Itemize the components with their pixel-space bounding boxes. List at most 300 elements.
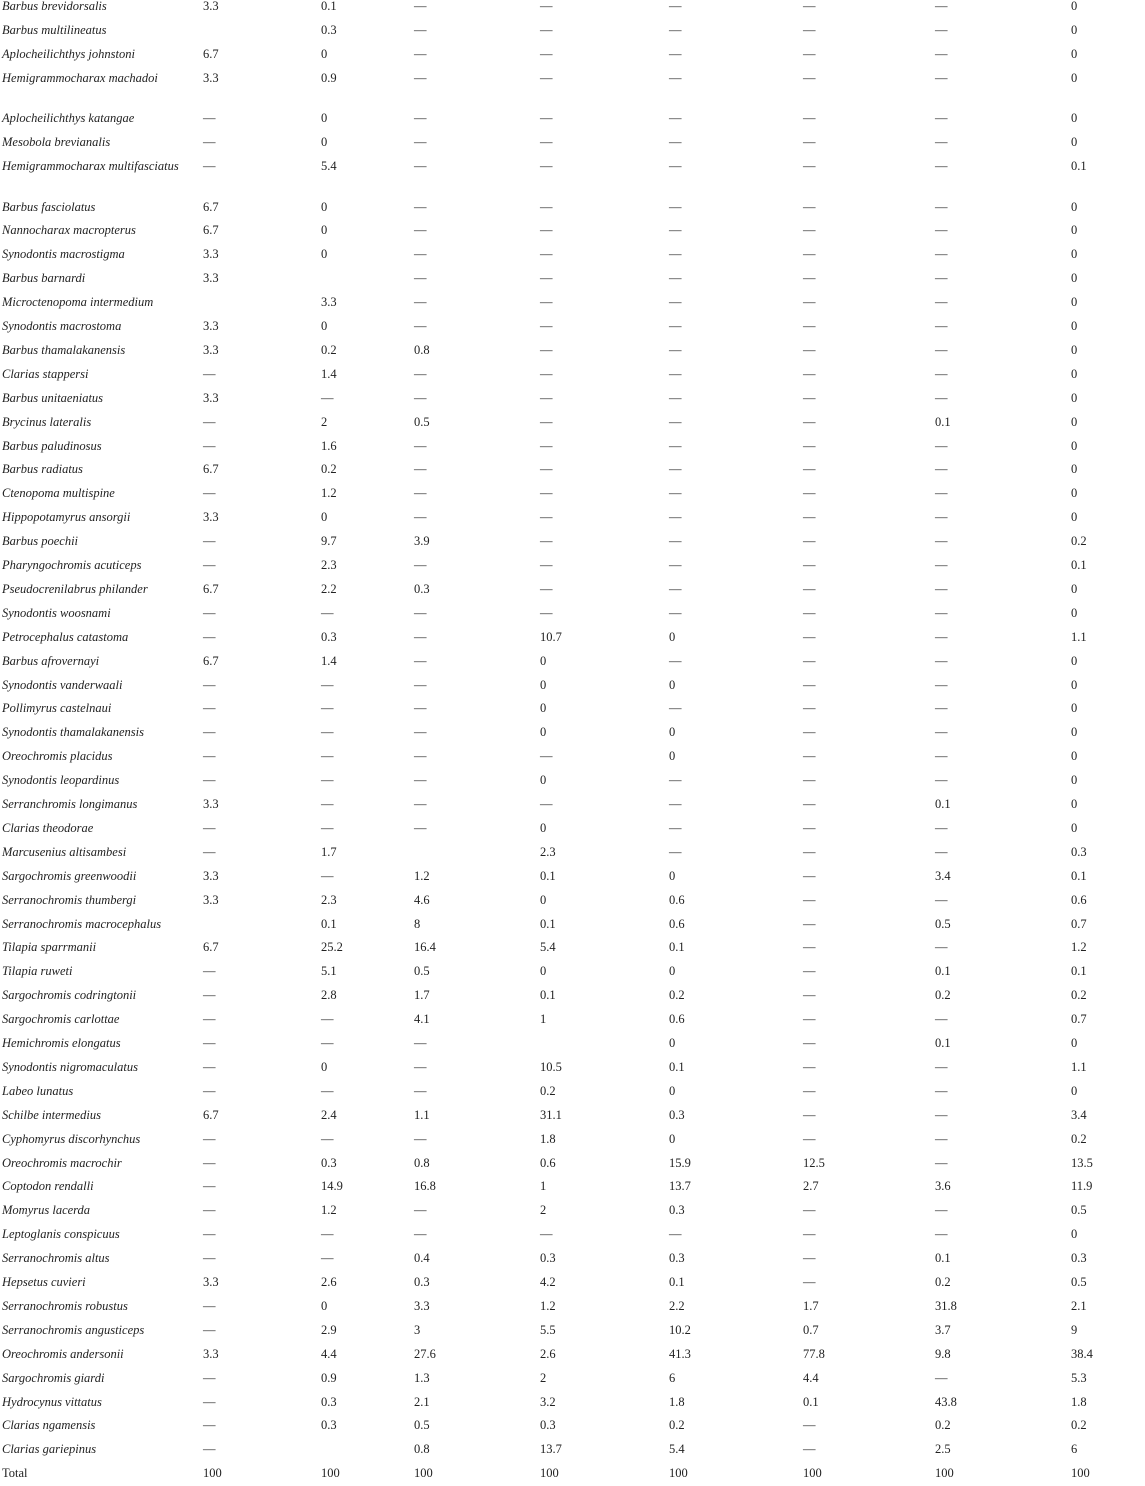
value-cell: — — [414, 605, 427, 620]
value-cell: — — [321, 773, 334, 788]
value-cell: 0.2 — [935, 1418, 951, 1433]
value-cell: 0.3 — [321, 1155, 337, 1170]
value-cell: 3.9 — [414, 534, 430, 549]
value-cell: — — [803, 135, 816, 150]
species-name: Sargochromis codringtonii — [2, 988, 137, 1003]
species-name: Aplocheilichthys johnstoni — [2, 46, 135, 61]
value-cell: 0 — [1071, 1083, 1078, 1098]
value-cell: — — [669, 46, 682, 61]
value-cell: — — [540, 223, 553, 238]
value-cell: 0.2 — [321, 342, 337, 357]
value-cell: 0 — [1071, 438, 1078, 453]
value-cell: — — [203, 988, 216, 1003]
value-cell: — — [203, 725, 216, 740]
total-value-cell: 100 — [1071, 1466, 1090, 1481]
species-name: Hemichromis elongatus — [2, 1036, 121, 1050]
value-cell: — — [203, 558, 216, 572]
value-cell: — — [803, 797, 816, 811]
value-cell: 0.3 — [540, 1418, 556, 1433]
value-cell: 2.3 — [540, 844, 556, 859]
species-name: Tilapia ruweti — [2, 964, 73, 979]
value-cell: — — [803, 605, 816, 620]
value-cell: — — [669, 701, 682, 716]
value-cell: — — [803, 534, 816, 549]
value-cell: — — [203, 534, 216, 549]
value-cell: 2.2 — [669, 1298, 685, 1313]
value-cell: — — [803, 462, 816, 477]
value-cell: — — [669, 159, 682, 173]
value-cell: 0 — [1071, 677, 1078, 692]
value-cell: 3.4 — [935, 868, 951, 883]
value-cell: 1.2 — [1071, 940, 1087, 955]
species-name: Hydrocynus vittatus — [2, 1394, 102, 1409]
value-cell: 0.2 — [540, 1083, 556, 1098]
value-cell: — — [669, 1227, 682, 1242]
value-cell: 0 — [1071, 247, 1078, 262]
value-cell: 9.7 — [321, 534, 337, 549]
value-cell: — — [669, 558, 682, 572]
value-cell: — — [414, 1036, 427, 1050]
value-cell: 3 — [414, 1322, 421, 1337]
value-cell: — — [803, 844, 816, 859]
value-cell: — — [203, 1394, 216, 1409]
value-cell: — — [669, 135, 682, 150]
value-cell: — — [414, 510, 427, 525]
value-cell: — — [803, 1227, 816, 1242]
value-cell: 1.6 — [321, 438, 337, 453]
value-cell: 0 — [1071, 749, 1078, 764]
value-cell: 3.6 — [935, 1179, 951, 1194]
value-cell: — — [540, 70, 553, 85]
value-cell: — — [803, 1036, 816, 1050]
value-cell: 2.6 — [540, 1346, 556, 1361]
value-cell: — — [540, 605, 553, 620]
value-cell: — — [540, 159, 553, 173]
value-cell: 2.9 — [321, 1322, 337, 1337]
value-cell: 0 — [1071, 22, 1078, 37]
value-cell: — — [321, 677, 334, 692]
value-cell: — — [321, 1227, 334, 1242]
value-cell: — — [935, 111, 948, 126]
value-cell: — — [935, 653, 948, 668]
value-cell: 2.8 — [321, 988, 337, 1003]
species-name: Pseudocrenilabrus philander — [2, 581, 148, 596]
value-cell: 3.3 — [203, 342, 219, 357]
value-cell: — — [803, 1012, 816, 1027]
value-cell: 3.2 — [540, 1394, 556, 1409]
value-cell: — — [803, 366, 816, 381]
value-cell: — — [803, 1059, 816, 1074]
value-cell: — — [935, 1155, 948, 1170]
value-cell: — — [414, 1227, 427, 1242]
value-cell: — — [540, 135, 553, 150]
value-cell: 8 — [414, 916, 421, 931]
value-cell: 0.7 — [1071, 1012, 1087, 1027]
value-cell: — — [669, 414, 682, 429]
total-value-cell: 100 — [203, 1466, 222, 1481]
value-cell: — — [540, 438, 553, 453]
value-cell: — — [935, 725, 948, 740]
total-value-cell: 100 — [669, 1466, 688, 1481]
value-cell: — — [414, 271, 427, 286]
value-cell: 5.3 — [1071, 1370, 1087, 1385]
value-cell: — — [321, 390, 334, 405]
value-cell: — — [414, 438, 427, 453]
value-cell: — — [935, 1370, 948, 1385]
value-cell: 0.4 — [414, 1251, 430, 1266]
value-cell: — — [935, 581, 948, 596]
value-cell: — — [540, 0, 553, 13]
value-cell: 0 — [321, 135, 328, 150]
value-cell: 25.2 — [321, 940, 343, 955]
value-cell: — — [540, 749, 553, 764]
species-name: Synodontis thamalakanensis — [2, 725, 145, 740]
value-cell: 0 — [669, 1131, 676, 1146]
value-cell: 0 — [1071, 1227, 1078, 1242]
value-cell: — — [203, 964, 216, 979]
value-cell: — — [203, 605, 216, 620]
species-name: Clarias theodorae — [2, 820, 94, 835]
value-cell: 1.8 — [1071, 1394, 1087, 1409]
species-name: Serranochromis thumbergi — [2, 892, 137, 907]
value-cell: 1.8 — [669, 1394, 685, 1409]
value-cell: 1.1 — [1071, 1059, 1087, 1074]
value-cell: — — [321, 605, 334, 620]
value-cell: — — [414, 22, 427, 37]
species-name: Hemigrammocharax machadoi — [2, 70, 158, 85]
species-name: Leptoglanis conspicuus — [2, 1227, 120, 1242]
species-name: Serranochromis angusticeps — [2, 1322, 145, 1337]
value-cell: 0 — [540, 677, 547, 692]
value-cell: — — [935, 940, 948, 955]
value-cell: — — [935, 534, 948, 549]
species-name: Sargochromis giardi — [2, 1370, 105, 1385]
value-cell: — — [540, 534, 553, 549]
value-cell: — — [203, 135, 216, 150]
value-cell: — — [935, 820, 948, 835]
value-cell: — — [321, 797, 334, 811]
value-cell: — — [540, 342, 553, 357]
value-cell: 0.7 — [803, 1322, 819, 1337]
value-cell: — — [669, 111, 682, 126]
value-cell: — — [414, 366, 427, 381]
value-cell: — — [803, 629, 816, 644]
value-cell: — — [414, 486, 427, 501]
value-cell: 0.1 — [669, 940, 685, 955]
value-cell: — — [803, 701, 816, 716]
total-value-cell: 100 — [414, 1466, 433, 1481]
value-cell: 3.3 — [203, 892, 219, 907]
value-cell: — — [414, 111, 427, 126]
value-cell: — — [935, 199, 948, 214]
value-cell: 0 — [1071, 773, 1078, 788]
value-cell: — — [803, 1107, 816, 1122]
value-cell: — — [803, 342, 816, 357]
total-value-cell: 100 — [321, 1466, 340, 1481]
species-name: Schilbe intermedius — [2, 1107, 101, 1122]
value-cell: — — [935, 1012, 948, 1027]
value-cell: 0 — [1071, 199, 1078, 214]
species-name: Hemigrammocharax multifasciatus — [2, 159, 179, 173]
value-cell: 2.3 — [321, 558, 337, 572]
value-cell: — — [803, 916, 816, 931]
value-cell: — — [203, 820, 216, 835]
value-cell: 0.3 — [414, 581, 430, 596]
value-cell: — — [203, 1418, 216, 1433]
species-name: Marcusenius altisambesi — [2, 844, 127, 859]
value-cell: 0.2 — [321, 462, 337, 477]
value-cell: — — [321, 1251, 334, 1266]
value-cell: 3.3 — [203, 70, 219, 85]
species-name: Mesobola brevianalis — [2, 135, 111, 150]
value-cell: 1 — [540, 1179, 547, 1194]
species-name: Tilapia sparrmanii — [2, 940, 97, 955]
value-cell: — — [803, 319, 816, 333]
value-cell: — — [669, 22, 682, 37]
value-cell: — — [803, 111, 816, 126]
value-cell: — — [414, 1131, 427, 1146]
value-cell: — — [540, 486, 553, 501]
value-cell: 0.7 — [1071, 916, 1087, 931]
value-cell: 0.5 — [935, 916, 951, 931]
value-cell: 4.6 — [414, 892, 430, 907]
value-cell: 0.3 — [1071, 844, 1087, 859]
value-cell: — — [669, 820, 682, 835]
value-cell: 5.4 — [321, 159, 337, 173]
value-cell: 0 — [1071, 486, 1078, 501]
value-cell: 0.6 — [669, 1012, 685, 1027]
value-cell: 0 — [321, 111, 328, 126]
value-cell: — — [935, 70, 948, 85]
value-cell: 5.1 — [321, 964, 337, 979]
value-cell: — — [203, 1131, 216, 1146]
value-cell: — — [203, 1155, 216, 1170]
value-cell: 3.3 — [203, 1346, 219, 1361]
value-cell: — — [803, 1131, 816, 1146]
value-cell: — — [803, 725, 816, 740]
value-cell: — — [540, 414, 553, 429]
value-cell: 0.2 — [1071, 988, 1087, 1003]
value-cell: 0.5 — [1071, 1203, 1087, 1218]
value-cell: 11.9 — [1071, 1179, 1093, 1194]
value-cell: 0 — [1071, 70, 1078, 85]
value-cell: 3.3 — [203, 510, 219, 525]
value-cell: 0 — [540, 701, 547, 716]
value-cell: — — [803, 940, 816, 955]
value-cell: 16.8 — [414, 1179, 436, 1194]
value-cell: 1.4 — [321, 653, 337, 668]
species-name: Serranochromis altus — [2, 1251, 110, 1266]
value-cell: 0.1 — [669, 1059, 685, 1074]
value-cell: 0.8 — [414, 1442, 430, 1457]
value-cell: — — [803, 820, 816, 835]
value-cell: — — [803, 1251, 816, 1266]
value-cell: 0.1 — [321, 916, 337, 931]
species-name: Aplocheilichthys katangae — [2, 111, 135, 126]
value-cell: 13.7 — [540, 1442, 562, 1457]
value-cell: — — [935, 558, 948, 572]
value-cell: — — [414, 0, 427, 13]
value-cell: — — [803, 1442, 816, 1457]
value-cell: 0 — [1071, 510, 1078, 525]
value-cell: — — [803, 1275, 816, 1289]
value-cell: — — [935, 605, 948, 620]
value-cell: 0.1 — [540, 916, 556, 931]
value-cell: — — [540, 510, 553, 525]
value-cell: — — [414, 749, 427, 764]
value-cell: 3.3 — [203, 271, 219, 286]
species-name: Microctenopoma intermedium — [2, 295, 154, 310]
value-cell: — — [935, 844, 948, 859]
value-cell: 5.4 — [669, 1442, 685, 1457]
value-cell: — — [935, 159, 948, 173]
species-name: Petrocephalus catastoma — [2, 629, 129, 644]
value-cell: 1.8 — [540, 1131, 556, 1146]
value-cell: 0 — [1071, 366, 1078, 381]
value-cell: 10.5 — [540, 1059, 562, 1074]
value-cell: 0.5 — [414, 1418, 430, 1433]
value-cell: 1.3 — [414, 1370, 430, 1385]
value-cell: 0.2 — [935, 988, 951, 1003]
value-cell: — — [203, 773, 216, 788]
value-cell: — — [540, 46, 553, 61]
value-cell: — — [203, 1059, 216, 1074]
value-cell: 12.5 — [803, 1155, 825, 1170]
species-name: Synodontis nigromaculatus — [2, 1059, 138, 1074]
value-cell: 0 — [540, 773, 547, 788]
value-cell: 0 — [1071, 319, 1078, 333]
value-cell: — — [803, 22, 816, 37]
value-cell: — — [414, 1083, 427, 1098]
value-cell: 0.3 — [540, 1251, 556, 1266]
value-cell: — — [414, 725, 427, 740]
value-cell: — — [669, 581, 682, 596]
value-cell: 16.4 — [414, 940, 436, 955]
value-cell: — — [803, 988, 816, 1003]
species-name: Barbus radiatus — [2, 462, 83, 477]
value-cell: — — [935, 629, 948, 644]
value-cell: 0 — [669, 629, 676, 644]
value-cell: — — [803, 199, 816, 214]
species-name: Barbus fasciolatus — [2, 199, 96, 214]
species-name: Pollimyrus castelnaui — [2, 701, 112, 716]
species-name: Barbus barnardi — [2, 271, 86, 286]
value-cell: 5.4 — [540, 940, 556, 955]
value-cell: 0.5 — [1071, 1275, 1087, 1289]
species-name: Oreochromis placidus — [2, 749, 113, 764]
value-cell: 6.7 — [203, 462, 219, 477]
value-cell: 3.4 — [1071, 1107, 1087, 1122]
value-cell: — — [414, 462, 427, 477]
value-cell: 0 — [1071, 462, 1078, 477]
value-cell: — — [203, 1442, 216, 1457]
value-cell: 0.5 — [414, 414, 430, 429]
total-value-cell: 100 — [540, 1466, 559, 1481]
value-cell: — — [321, 701, 334, 716]
value-cell: — — [669, 199, 682, 214]
value-cell: — — [669, 342, 682, 357]
value-cell: — — [803, 677, 816, 692]
value-cell: — — [203, 1203, 216, 1218]
species-name: Oreochromis andersonii — [2, 1346, 124, 1361]
value-cell: — — [321, 1083, 334, 1098]
species-name: Barbus paludinosus — [2, 438, 102, 453]
value-cell: 0.3 — [1071, 1251, 1087, 1266]
value-cell: — — [203, 1251, 216, 1266]
species-name: Clarias gariepinus — [2, 1442, 97, 1457]
species-name: Oreochromis macrochir — [2, 1155, 122, 1170]
value-cell: 0 — [540, 653, 547, 668]
value-cell: 0.1 — [1071, 868, 1087, 883]
value-cell: 0 — [1071, 46, 1078, 61]
value-cell: 0.1 — [935, 1036, 951, 1050]
value-cell: — — [935, 773, 948, 788]
total-value-cell: 100 — [935, 1466, 954, 1481]
value-cell: 43.8 — [935, 1394, 957, 1409]
value-cell: 0 — [669, 1036, 676, 1050]
value-cell: 2 — [540, 1203, 547, 1218]
value-cell: — — [803, 223, 816, 238]
value-cell: — — [935, 223, 948, 238]
value-cell: — — [414, 135, 427, 150]
value-cell: 31.1 — [540, 1107, 562, 1122]
value-cell: — — [935, 295, 948, 310]
value-cell: 0 — [669, 964, 676, 979]
value-cell: 0.6 — [540, 1155, 556, 1170]
species-name: Barbus multilineatus — [2, 22, 107, 37]
species-name: Clarias stappersi — [2, 366, 89, 381]
value-cell: — — [203, 159, 216, 173]
species-name: Labeo lunatus — [2, 1083, 74, 1098]
value-cell: — — [803, 438, 816, 453]
value-cell: 3.3 — [203, 390, 219, 405]
species-name: Momyrus lacerda — [2, 1203, 91, 1218]
value-cell: — — [414, 199, 427, 214]
value-cell: 0 — [1071, 414, 1078, 429]
value-cell: — — [414, 653, 427, 668]
value-cell: 0 — [321, 1298, 328, 1313]
value-cell: — — [321, 725, 334, 740]
value-cell: 0.1 — [1071, 964, 1087, 979]
value-cell: — — [935, 892, 948, 907]
value-cell: 2.4 — [321, 1107, 337, 1122]
value-cell: 0 — [1071, 111, 1078, 126]
value-cell: — — [935, 1059, 948, 1074]
species-name: Pharyngochromis acuticeps — [2, 558, 142, 572]
value-cell: — — [321, 820, 334, 835]
value-cell: — — [540, 581, 553, 596]
species-name: Nannocharax macropterus — [2, 223, 136, 238]
value-cell: — — [803, 773, 816, 788]
species-name: Synodontis vanderwaali — [2, 677, 123, 692]
value-cell: — — [321, 1131, 334, 1146]
value-cell: — — [935, 1203, 948, 1218]
value-cell: 0 — [669, 749, 676, 764]
value-cell: 0 — [540, 820, 547, 835]
species-name: Synodontis macrostigma — [2, 247, 125, 262]
value-cell: — — [414, 247, 427, 262]
value-cell: — — [669, 70, 682, 85]
value-cell: — — [540, 1227, 553, 1242]
value-cell: 0.2 — [669, 1418, 685, 1433]
value-cell: 9.8 — [935, 1346, 951, 1361]
value-cell: — — [414, 70, 427, 85]
species-name: Hippopotamyrus ansorgii — [2, 510, 131, 525]
value-cell: — — [935, 438, 948, 453]
value-cell: 0.3 — [321, 1394, 337, 1409]
value-cell: — — [203, 1036, 216, 1050]
value-cell: — — [935, 366, 948, 381]
